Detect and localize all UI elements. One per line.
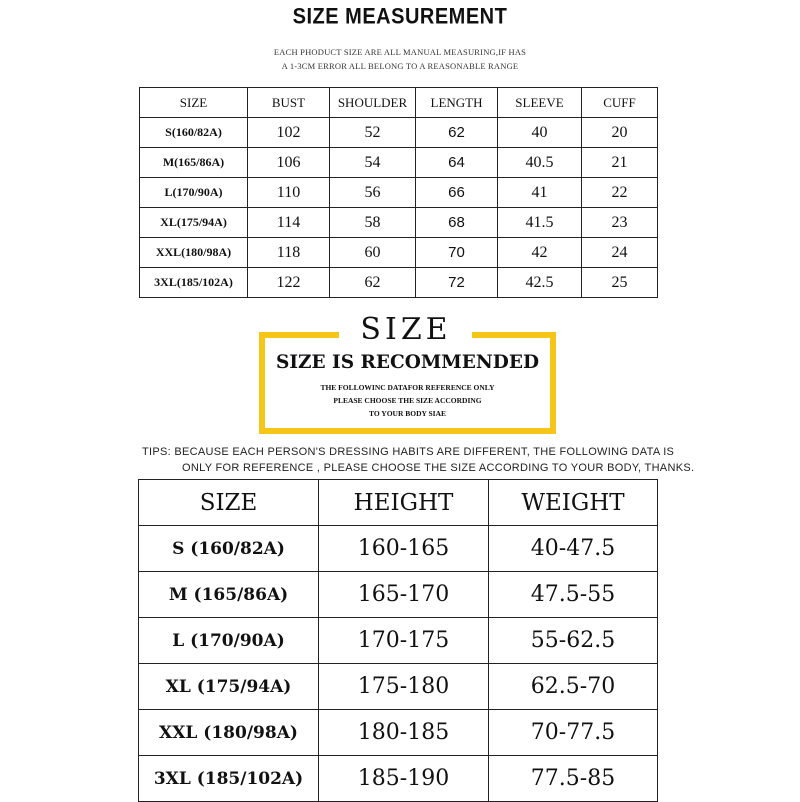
- cuff-cell: 21: [582, 148, 658, 178]
- page-title: SIZE MEASUREMENT: [292, 4, 508, 30]
- length-cell: 62: [416, 118, 498, 148]
- bust-cell: 102: [248, 118, 330, 148]
- sleeve-cell: 40: [498, 118, 582, 148]
- recommend-box-top-left: [259, 332, 339, 338]
- weight-cell: 40-47.5: [489, 526, 658, 572]
- height-cell: 185-190: [319, 756, 489, 802]
- recommend-box-top-right: [472, 332, 550, 338]
- tips-line1: TIPS: BECAUSE EACH PERSON'S DRESSING HABITS ARE DIFFERENT, THE FOLLOWING DATA IS: [142, 446, 675, 458]
- shoulder-cell: 60: [330, 238, 416, 268]
- measurement-note-line2: A 1-3CM ERROR ALL BELONG TO A REASONABLE RANGE: [281, 61, 519, 71]
- recommend-big-title: SIZE: [360, 312, 452, 347]
- recommend-line3: TO YOUR BODY SIAE: [368, 409, 447, 418]
- weight-cell: 62.5-70: [489, 664, 658, 710]
- sleeve-cell: 42.5: [498, 268, 582, 298]
- shoulder-cell: 52: [330, 118, 416, 148]
- table-row: [139, 710, 658, 756]
- recommend-table: [138, 479, 658, 802]
- bust-cell: 106: [248, 148, 330, 178]
- bust-cell: 118: [248, 238, 330, 268]
- table-row: [139, 526, 658, 572]
- column-header: WEIGHT: [489, 480, 658, 526]
- height-cell: 160-165: [319, 526, 489, 572]
- measurement-table: [139, 87, 658, 298]
- shoulder-cell: 58: [330, 208, 416, 238]
- weight-cell: 70-77.5: [489, 710, 658, 756]
- height-cell: 170-175: [319, 618, 489, 664]
- shoulder-cell: 62: [330, 268, 416, 298]
- length-cell: 72: [416, 268, 498, 298]
- cuff-cell: 22: [582, 178, 658, 208]
- bust-cell: 110: [248, 178, 330, 208]
- size-cell: L(170/90A): [140, 178, 248, 208]
- table-row: [139, 572, 658, 618]
- length-cell: 64: [416, 148, 498, 178]
- recommend-header-row: [139, 480, 658, 526]
- size-cell: 3XL (185/102A): [139, 756, 319, 802]
- size-cell: XL(175/94A): [140, 208, 248, 238]
- bust-cell: 114: [248, 208, 330, 238]
- cuff-cell: 23: [582, 208, 658, 238]
- measurement-header-row: [140, 88, 658, 118]
- sleeve-cell: 41: [498, 178, 582, 208]
- tips-line2: ONLY FOR REFERENCE , PLEASE CHOOSE THE SIZE ACCORDING TO YOUR BODY, THANKS.: [182, 462, 695, 474]
- table-row: [139, 618, 658, 664]
- sleeve-cell: 42: [498, 238, 582, 268]
- sleeve-cell: 40.5: [498, 148, 582, 178]
- measurement-note-line1: EACH PHODUCT SIZE ARE ALL MANUAL MEASURING,IF HAS: [273, 47, 527, 57]
- cuff-cell: 20: [582, 118, 658, 148]
- column-header: LENGTH: [416, 88, 498, 118]
- size-cell: L (170/90A): [139, 618, 319, 664]
- size-cell: M(165/86A): [140, 148, 248, 178]
- column-header: SLEEVE: [498, 88, 582, 118]
- bust-cell: 122: [248, 268, 330, 298]
- cuff-cell: 25: [582, 268, 658, 298]
- column-header: SIZE: [140, 88, 248, 118]
- table-row: [140, 268, 658, 298]
- size-cell: M (165/86A): [139, 572, 319, 618]
- length-cell: 66: [416, 178, 498, 208]
- recommend-line2: PLEASE CHOOSE THE SIZE ACCORDING: [333, 396, 482, 405]
- height-cell: 180-185: [319, 710, 489, 756]
- table-row: [140, 148, 658, 178]
- column-header: SHOULDER: [330, 88, 416, 118]
- size-cell: 3XL(185/102A): [140, 268, 248, 298]
- table-row: [139, 664, 658, 710]
- table-row: [140, 208, 658, 238]
- length-cell: 68: [416, 208, 498, 238]
- shoulder-cell: 54: [330, 148, 416, 178]
- weight-cell: 47.5-55: [489, 572, 658, 618]
- column-header: CUFF: [582, 88, 658, 118]
- height-cell: 165-170: [319, 572, 489, 618]
- height-cell: 175-180: [319, 664, 489, 710]
- size-cell: S (160/82A): [139, 526, 319, 572]
- table-row: [140, 238, 658, 268]
- table-row: [140, 178, 658, 208]
- table-row: [139, 756, 658, 802]
- recommend-line1: THE FOLLOWINC DATAFOR REFERENCE ONLY: [320, 383, 495, 392]
- sleeve-cell: 41.5: [498, 208, 582, 238]
- size-cell: S(160/82A): [140, 118, 248, 148]
- cuff-cell: 24: [582, 238, 658, 268]
- column-header: BUST: [248, 88, 330, 118]
- column-header: SIZE: [139, 480, 319, 526]
- weight-cell: 55-62.5: [489, 618, 658, 664]
- size-cell: XXL(180/98A): [140, 238, 248, 268]
- column-header: HEIGHT: [319, 480, 489, 526]
- recommend-heading: SIZE IS RECOMMENDED: [276, 352, 539, 373]
- weight-cell: 77.5-85: [489, 756, 658, 802]
- shoulder-cell: 56: [330, 178, 416, 208]
- table-row: [140, 118, 658, 148]
- length-cell: 70: [416, 238, 498, 268]
- size-cell: XL (175/94A): [139, 664, 319, 710]
- size-cell: XXL (180/98A): [139, 710, 319, 756]
